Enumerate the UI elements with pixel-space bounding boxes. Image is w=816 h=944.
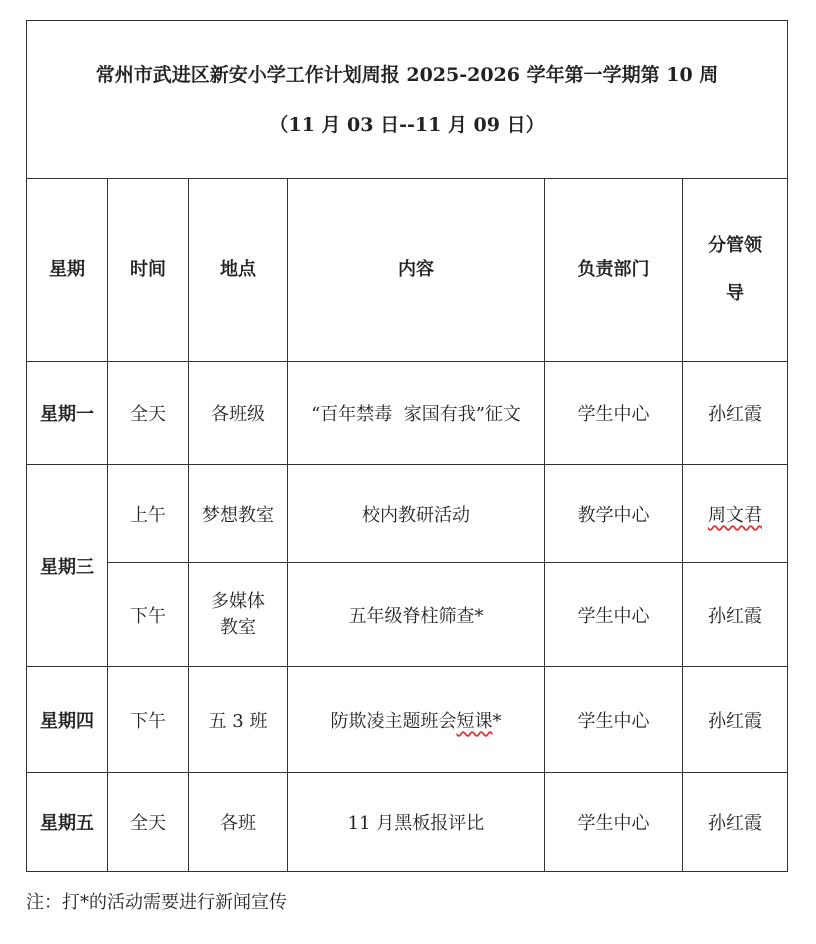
leader-name: 周文君 <box>708 504 763 526</box>
header-leader-line1: 分管领 <box>708 235 763 256</box>
table-row <box>27 773 788 872</box>
header-leader-line2: 导 <box>726 283 745 304</box>
header-leader <box>683 179 788 362</box>
time-cell: 上午 <box>108 465 189 563</box>
table-row <box>27 667 788 773</box>
day-cell: 星期五 <box>27 773 108 872</box>
dept-cell: 学生中心 <box>545 667 683 773</box>
dept-cell: 教学中心 <box>545 465 683 563</box>
time-cell: 全天 <box>108 362 189 465</box>
leader-cell <box>683 465 788 563</box>
time-cell: 下午 <box>108 667 189 773</box>
header-place: 地点 <box>189 179 288 362</box>
date-range: （11 月 03 日--11 月 09 日） <box>269 113 545 136</box>
title-cell <box>27 21 788 179</box>
header-time: 时间 <box>108 179 189 362</box>
dept-cell: 学生中心 <box>545 563 683 667</box>
content-text: 防欺凌主题班会 <box>330 710 457 732</box>
place-cell <box>189 563 288 667</box>
place-line2: 教室 <box>220 616 256 638</box>
content-text-flagged: 短课 <box>456 710 493 732</box>
leader-cell: 孙红霞 <box>683 667 788 773</box>
table-row <box>27 362 788 465</box>
content-cell: “百年禁毒 家国有我”征文 <box>288 362 545 465</box>
place-line1: 多媒体 <box>211 590 265 612</box>
footnote: 注：打*的活动需要进行新闻宣传 <box>26 892 287 913</box>
day-cell: 星期一 <box>27 362 108 465</box>
time-cell: 下午 <box>108 563 189 667</box>
time-cell: 全天 <box>108 773 189 872</box>
weekly-schedule-table <box>26 20 788 872</box>
place-cell: 各班 <box>189 773 288 872</box>
content-star: * <box>492 710 502 732</box>
content-cell: 五年级脊柱筛查* <box>288 563 545 667</box>
place-cell: 五 3 班 <box>189 667 288 773</box>
header-dept: 负责部门 <box>545 179 683 362</box>
leader-cell: 孙红霞 <box>683 773 788 872</box>
day-cell: 星期三 <box>27 465 108 667</box>
dept-cell: 学生中心 <box>545 773 683 872</box>
content-cell: 校内教研活动 <box>288 465 545 563</box>
day-cell: 星期四 <box>27 667 108 773</box>
dept-cell: 学生中心 <box>545 362 683 465</box>
content-cell <box>288 667 545 773</box>
table-row <box>27 465 788 563</box>
leader-cell: 孙红霞 <box>683 563 788 667</box>
place-cell: 各班级 <box>189 362 288 465</box>
header-day: 星期 <box>27 179 108 362</box>
content-cell: 11 月黑板报评比 <box>288 773 545 872</box>
page-title: 常州市武进区新安小学工作计划周报 2025-2026 学年第一学期第 10 周 <box>95 63 719 86</box>
header-row <box>27 179 788 362</box>
leader-cell: 孙红霞 <box>683 362 788 465</box>
header-content: 内容 <box>288 179 545 362</box>
place-cell: 梦想教室 <box>189 465 288 563</box>
table-row <box>27 563 788 667</box>
